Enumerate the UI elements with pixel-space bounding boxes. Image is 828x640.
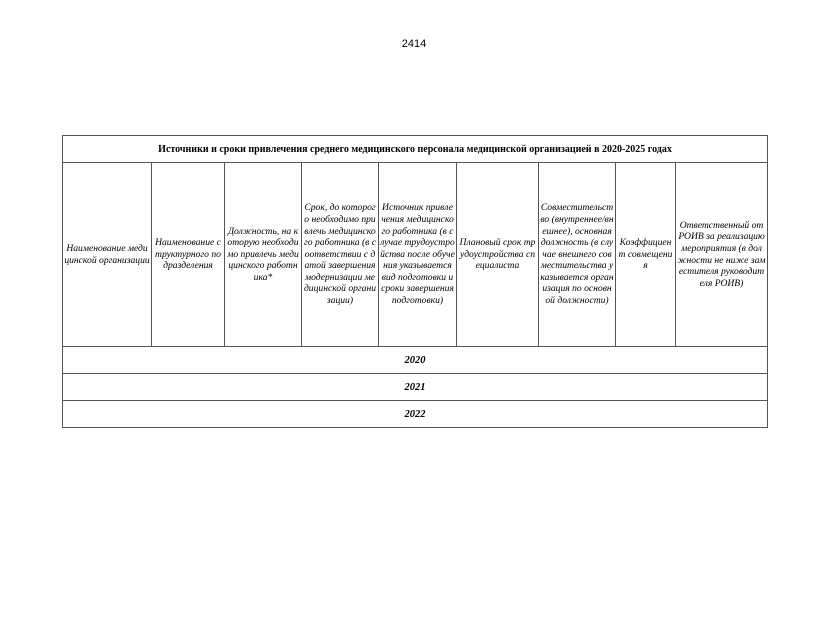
year-label: 2022 bbox=[63, 401, 768, 428]
personnel-table bbox=[62, 135, 768, 428]
year-label: 2021 bbox=[63, 374, 768, 401]
column-header-planned-date: Плановый срок трудоустройства специалиста bbox=[457, 163, 539, 347]
year-row bbox=[63, 374, 768, 401]
column-header-source: Источник привлечения медицинского работника (в случае трудоустройства после обучения указывается вид подготовки и сроки завершения подготовки) bbox=[379, 163, 457, 347]
column-header-responsible: Ответственный от РОИВ за реализацию мероприятия (в должности не ниже заместителя руководителя РОИВ) bbox=[676, 163, 768, 347]
column-header-position: Должность, на которую необходимо привлечь медицинского работника* bbox=[225, 163, 302, 347]
column-header-coefficient: Коэффициент совмещения bbox=[616, 163, 676, 347]
column-header-part-time: Совместительство (внутреннее/внешнее), основная должность (в случае внешнего совместительства указывается организация по основной должности) bbox=[539, 163, 616, 347]
table-header-row bbox=[63, 163, 768, 347]
year-label: 2020 bbox=[63, 347, 768, 374]
column-header-subdivision: Наименование структурного подразделения bbox=[152, 163, 225, 347]
year-row bbox=[63, 401, 768, 428]
table-title-row bbox=[63, 136, 768, 163]
column-header-deadline: Срок, до которого необходимо привлечь медицинского работника (в соответствии с датой завершения модернизации медицинской организации) bbox=[302, 163, 379, 347]
page-number: 2414 bbox=[401, 38, 427, 50]
table-title: Источники и сроки привлечения среднего медицинского персонала медицинской организацией в 2020-2025 годах bbox=[63, 136, 768, 163]
column-header-organization: Наименование медицинской организации bbox=[63, 163, 152, 347]
year-row bbox=[63, 347, 768, 374]
